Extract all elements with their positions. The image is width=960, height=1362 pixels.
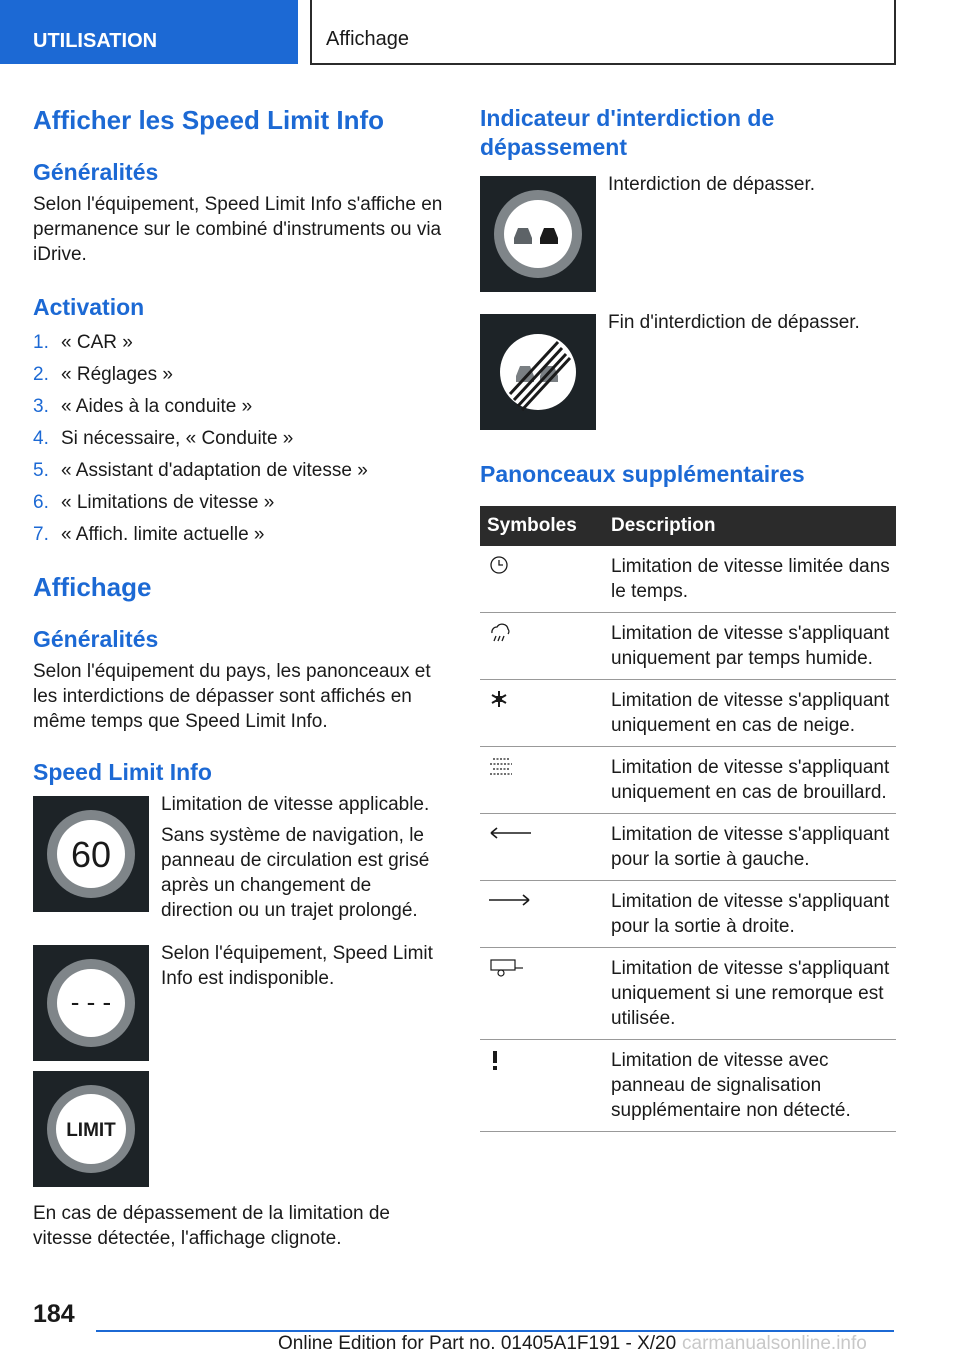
- row-description: Limitation de vitesse s'appliquant pour la sortie à droite.: [604, 881, 896, 948]
- col-description: Description: [604, 506, 896, 546]
- chapter-title: Affichage: [310, 0, 896, 65]
- table-row: [480, 546, 896, 613]
- section-tab: UTILISATION: [0, 0, 298, 64]
- closing-text: En cas de dépassement de la limitation de vitesse détectée, l'affichage clignote.: [33, 1203, 390, 1249]
- step-item: 4. Si nécessaire, « Conduite »: [33, 428, 294, 449]
- overtake-end-text: Fin d'interdiction de dépasser.: [608, 312, 860, 333]
- table-row: [480, 680, 896, 747]
- general-text: Selon l'équipement, Speed Limit Info s'affiche en permanence sur le combiné d'instruments ou via iDrive.: [33, 194, 443, 265]
- row-description: Limitation de vitesse s'appliquant uniquement si une remorque est utilisée.: [604, 948, 896, 1040]
- right-column: [480, 100, 896, 1132]
- snowflake-icon: [487, 688, 511, 710]
- table-row: [480, 881, 896, 948]
- end-no-overtaking-graphic: [480, 314, 596, 430]
- activation-heading: Activation: [33, 294, 145, 320]
- col-symbols: Symboles: [480, 506, 604, 546]
- arrow-left-icon: [487, 822, 533, 844]
- row-description: Limitation de vitesse limitée dans le temps.: [604, 546, 896, 613]
- left-column: [33, 100, 453, 1251]
- sign-60-row: [33, 796, 453, 923]
- sign-60-description: Sans système de navigation, le panneau de circulation est grisé après un changement de direction ou un trajet prolongé.: [161, 825, 430, 921]
- row-description: Limitation de vitesse s'appliquant uniquement en cas de neige.: [604, 680, 896, 747]
- no-overtaking-graphic: [480, 176, 596, 292]
- limit-sign: [33, 1071, 149, 1187]
- unavailable-sign-graphic: [33, 945, 149, 1061]
- clock-icon: [487, 554, 511, 576]
- unavailable-value: - - -: [70, 987, 112, 1017]
- step-item: 1. « CAR »: [33, 332, 133, 353]
- display-general-text: Selon l'équipement du pays, les panonceaux et les interdictions de dépasser sont affichés en même temps que Speed Limit Info.: [33, 661, 431, 732]
- table-row: [480, 948, 896, 1040]
- arrow-right-icon: [487, 889, 533, 911]
- plates-heading: Panonceaux supplémentaires: [480, 461, 805, 487]
- table-row: [480, 613, 896, 680]
- unavailable-sign: [33, 945, 149, 1061]
- step-item: 5. « Assistant d'adaptation de vitesse »: [33, 460, 368, 481]
- step-item: 2. « Réglages »: [33, 364, 173, 385]
- step-item: 3. « Aides à la conduite »: [33, 396, 253, 417]
- row-description: Limitation de vitesse s'appliquant uniquement en cas de brouillard.: [604, 747, 896, 814]
- row-description: Limitation de vitesse avec panneau de signalisation supplémentaire non détecté.: [604, 1040, 896, 1132]
- table-row: [480, 1040, 896, 1132]
- watermark: carmanualsonline.info: [682, 1333, 867, 1354]
- overtake-heading: Indicateur d'interdiction de dépassement: [480, 105, 775, 160]
- step-item: 6. « Limitations de vitesse »: [33, 492, 275, 513]
- page-number: 184: [33, 1300, 75, 1328]
- display-title: Affichage: [33, 572, 152, 602]
- step-item: 7. « Affich. limite actuelle »: [33, 524, 265, 545]
- overtake-row: [480, 176, 896, 292]
- table-header-row: [480, 506, 896, 546]
- sign-unavailable-row: [33, 945, 453, 1061]
- table-row: [480, 747, 896, 814]
- table-row: [480, 814, 896, 881]
- speed-60-sign: [33, 796, 149, 912]
- speed-value: 60: [70, 834, 112, 875]
- footer-divider: [96, 1330, 894, 1332]
- row-description: Limitation de vitesse s'appliquant pour la sortie à gauche.: [604, 814, 896, 881]
- general-heading: Généralités: [33, 159, 159, 185]
- limit-sign-graphic: [33, 1071, 149, 1187]
- end-no-overtaking-sign: [480, 314, 596, 430]
- sli-heading: Speed Limit Info: [33, 759, 212, 785]
- row-description: Limitation de vitesse s'appliquant uniquement par temps humide.: [604, 613, 896, 680]
- plates-table: [480, 506, 896, 1132]
- display-general-heading: Généralités: [33, 626, 159, 652]
- sign-unavailable-text: Selon l'équipement, Speed Limit Info est indisponible.: [161, 943, 433, 989]
- sign-60-caption: Limitation de vitesse applicable.: [161, 794, 430, 815]
- activation-steps: [33, 327, 453, 551]
- rain-cloud-icon: [487, 621, 513, 645]
- sign-60-text: [161, 796, 441, 923]
- no-overtaking-sign: [480, 176, 596, 292]
- speed-sign-graphic: [33, 796, 149, 912]
- exclamation-icon: [487, 1048, 503, 1072]
- edition-text: Online Edition for Part no. 01405A1F191 - X/20: [278, 1333, 677, 1354]
- section-title: Afficher les Speed Limit Info: [33, 105, 385, 135]
- overtake-end-row: [480, 314, 896, 430]
- fog-icon: [487, 755, 515, 777]
- limit-value: LIMIT: [66, 1120, 116, 1141]
- trailer-icon: [487, 956, 527, 980]
- overtake-text: Interdiction de dépasser.: [608, 174, 816, 195]
